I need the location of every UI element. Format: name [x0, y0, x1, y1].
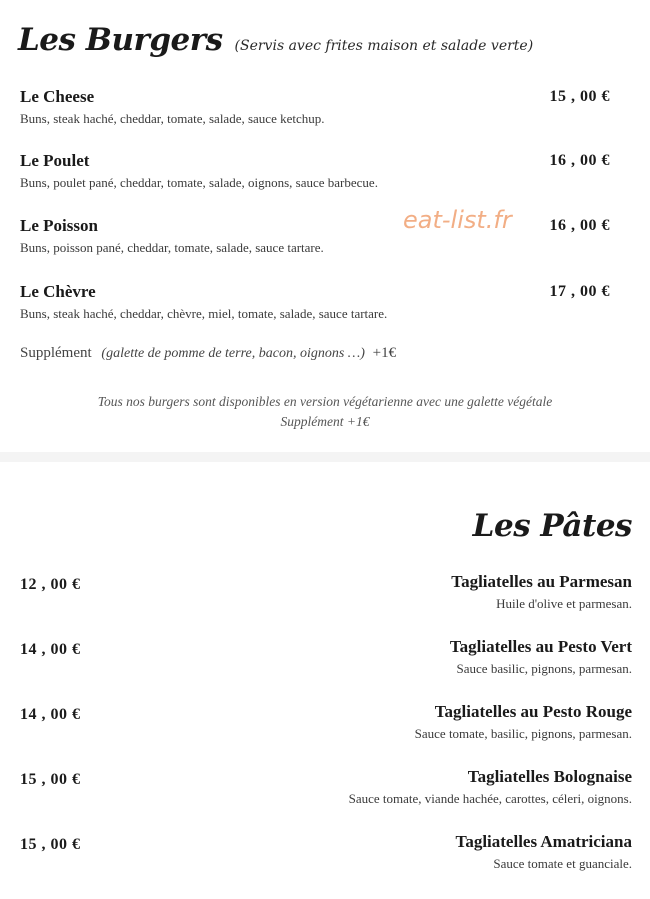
- burgers-title: Les Burgers: [18, 22, 223, 58]
- item-price: 17 , 00 €: [549, 283, 610, 300]
- veggie-note-supplement: Supplément +1€: [280, 414, 370, 429]
- supplement-amount: +1€: [372, 345, 397, 361]
- supplement-label: Supplément: [20, 345, 92, 361]
- section-divider: [0, 452, 650, 462]
- veggie-note: Tous nos burgers sont disponibles en version végétarienne avec une galette végétale: [97, 394, 553, 409]
- item-description: Sauce basilic, pignons, parmesan.: [456, 661, 632, 676]
- item-name: Tagliatelles au Pesto Rouge: [434, 702, 632, 721]
- item-price: 14 , 00 €: [20, 706, 81, 723]
- item-name: Le Chèvre: [20, 282, 96, 301]
- item-name: Tagliatelles Bolognaise: [467, 767, 632, 786]
- item-description: Buns, steak haché, cheddar, chèvre, miel, tomate, salade, sauce tartare.: [20, 306, 388, 321]
- supplement-detail: (galette de pomme de terre, bacon, oignons …): [101, 346, 365, 361]
- pates-title: Les Pâtes: [472, 508, 632, 544]
- item-price: 15 , 00 €: [20, 771, 81, 788]
- pates-section: [0, 462, 650, 899]
- burgers-subtitle: (Servis avec frites maison et salade verte): [234, 38, 534, 54]
- supplement-line: [20, 345, 396, 362]
- item-price: 16 , 00 €: [549, 217, 610, 234]
- item-price: 12 , 00 €: [20, 576, 81, 593]
- item-price: 14 , 00 €: [20, 641, 81, 658]
- item-description: Huile d'olive et parmesan.: [496, 596, 632, 611]
- item-description: Buns, steak haché, cheddar, tomate, salade, sauce ketchup.: [20, 111, 325, 126]
- item-name: Tagliatelles au Pesto Vert: [449, 637, 632, 656]
- watermark: eat-list.fr: [403, 206, 512, 234]
- item-name: Le Poulet: [20, 151, 90, 170]
- item-description: Sauce tomate, viande hachée, carottes, céleri, oignons.: [348, 791, 632, 806]
- item-price: 15 , 00 €: [549, 88, 610, 105]
- item-description: Sauce tomate, basilic, pignons, parmesan.: [414, 726, 632, 741]
- item-description: Buns, poulet pané, cheddar, tomate, salade, oignons, sauce barbecue.: [20, 175, 378, 190]
- item-description: Buns, poisson pané, cheddar, tomate, salade, sauce tartare.: [20, 240, 324, 255]
- item-name: Le Cheese: [20, 87, 95, 106]
- burgers-header: [18, 22, 533, 58]
- item-name: Tagliatelles au Parmesan: [451, 572, 632, 591]
- item-price: 16 , 00 €: [549, 152, 610, 169]
- item-description: Sauce tomate et guanciale.: [493, 856, 632, 871]
- item-price: 15 , 00 €: [20, 836, 81, 853]
- item-name: Tagliatelles Amatriciana: [455, 832, 632, 851]
- item-name: Le Poisson: [20, 216, 98, 235]
